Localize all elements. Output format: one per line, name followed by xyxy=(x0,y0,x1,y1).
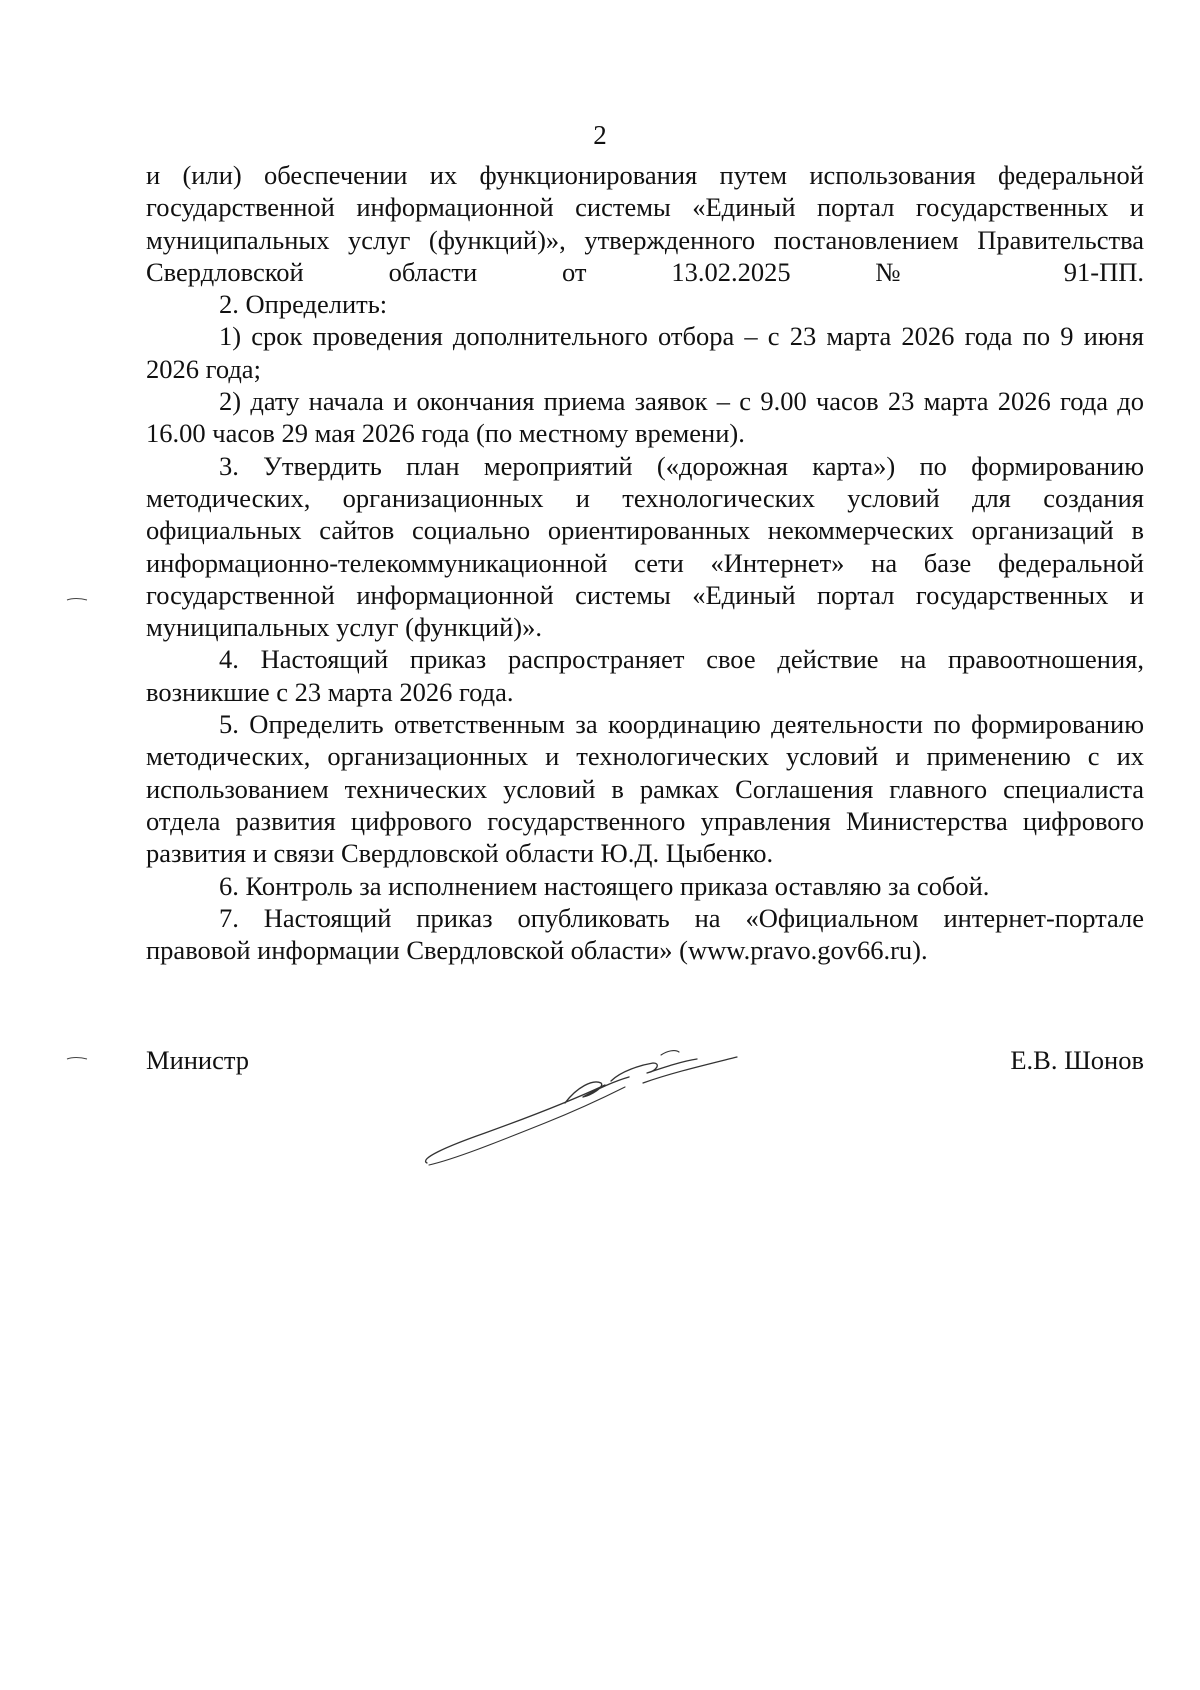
margin-mark xyxy=(66,597,88,601)
document-body xyxy=(146,159,1144,966)
paragraph-subitem-2-2: 2) дату начала и окончания приема заявок – с 9.00 часов 23 марта 2026 года до 16.00 часов 29 мая 2026 года (по местному времени). xyxy=(146,386,1144,449)
margin-mark xyxy=(66,1056,88,1060)
paragraph-item-2: 2. Определить: xyxy=(219,289,388,320)
paragraph-subitem-2-1: 1) срок проведения дополнительного отбора – с 23 марта 2026 года по 9 июня 2026 года; xyxy=(146,321,1144,384)
page-number: 2 xyxy=(593,120,607,150)
paragraph-item-3: 3. Утвердить план мероприятий («дорожная карта») по формированию методических, организационных и технологических условий для создания официальных сайтов социально ориентированных некоммерческих организаций в информационно-телекоммуникационной сети «Интернет» на базе федеральной государственной информационной системы «Единый портал государственных и муниципальных услуг (функций)». xyxy=(146,450,1144,643)
paragraph-item-5: 5. Определить ответственным за координацию деятельности по формированию методических, организационных и технологических условий и применению с их использованием технических условий в рамках Соглашения главного специалиста отдела развития цифрового государственного управления Министерства цифрового развития и связи Свердловской области Ю.Д. Цыбенко. xyxy=(146,709,1144,869)
paragraph-continuation: и (или) обеспечении их функционирования путем использования федеральной государственной информационной системы «Единый портал государственных и муниципальных услуг (функций)», утвержденного постановлением Правительства Свердловской области от 13.02.2025 № 91-ПП. xyxy=(146,160,1144,287)
paragraph-item-4: 4. Настоящий приказ распространяет свое действие на правоотношения, возникшие с 23 марта 2026 года. xyxy=(146,644,1144,707)
paragraph-item-6: 6. Контроль за исполнением настоящего приказа оставляю за собой. xyxy=(219,870,990,901)
paragraph-item-7: 7. Настоящий приказ опубликовать на «Официальном интернет-портале правовой информации Свердловской области» (www.pravo.gov66.ru). xyxy=(146,902,1144,966)
signer-position: Министр xyxy=(146,1045,250,1075)
handwritten-signature xyxy=(415,1025,745,1170)
signer-name: Е.В. Шонов xyxy=(1010,1045,1144,1075)
